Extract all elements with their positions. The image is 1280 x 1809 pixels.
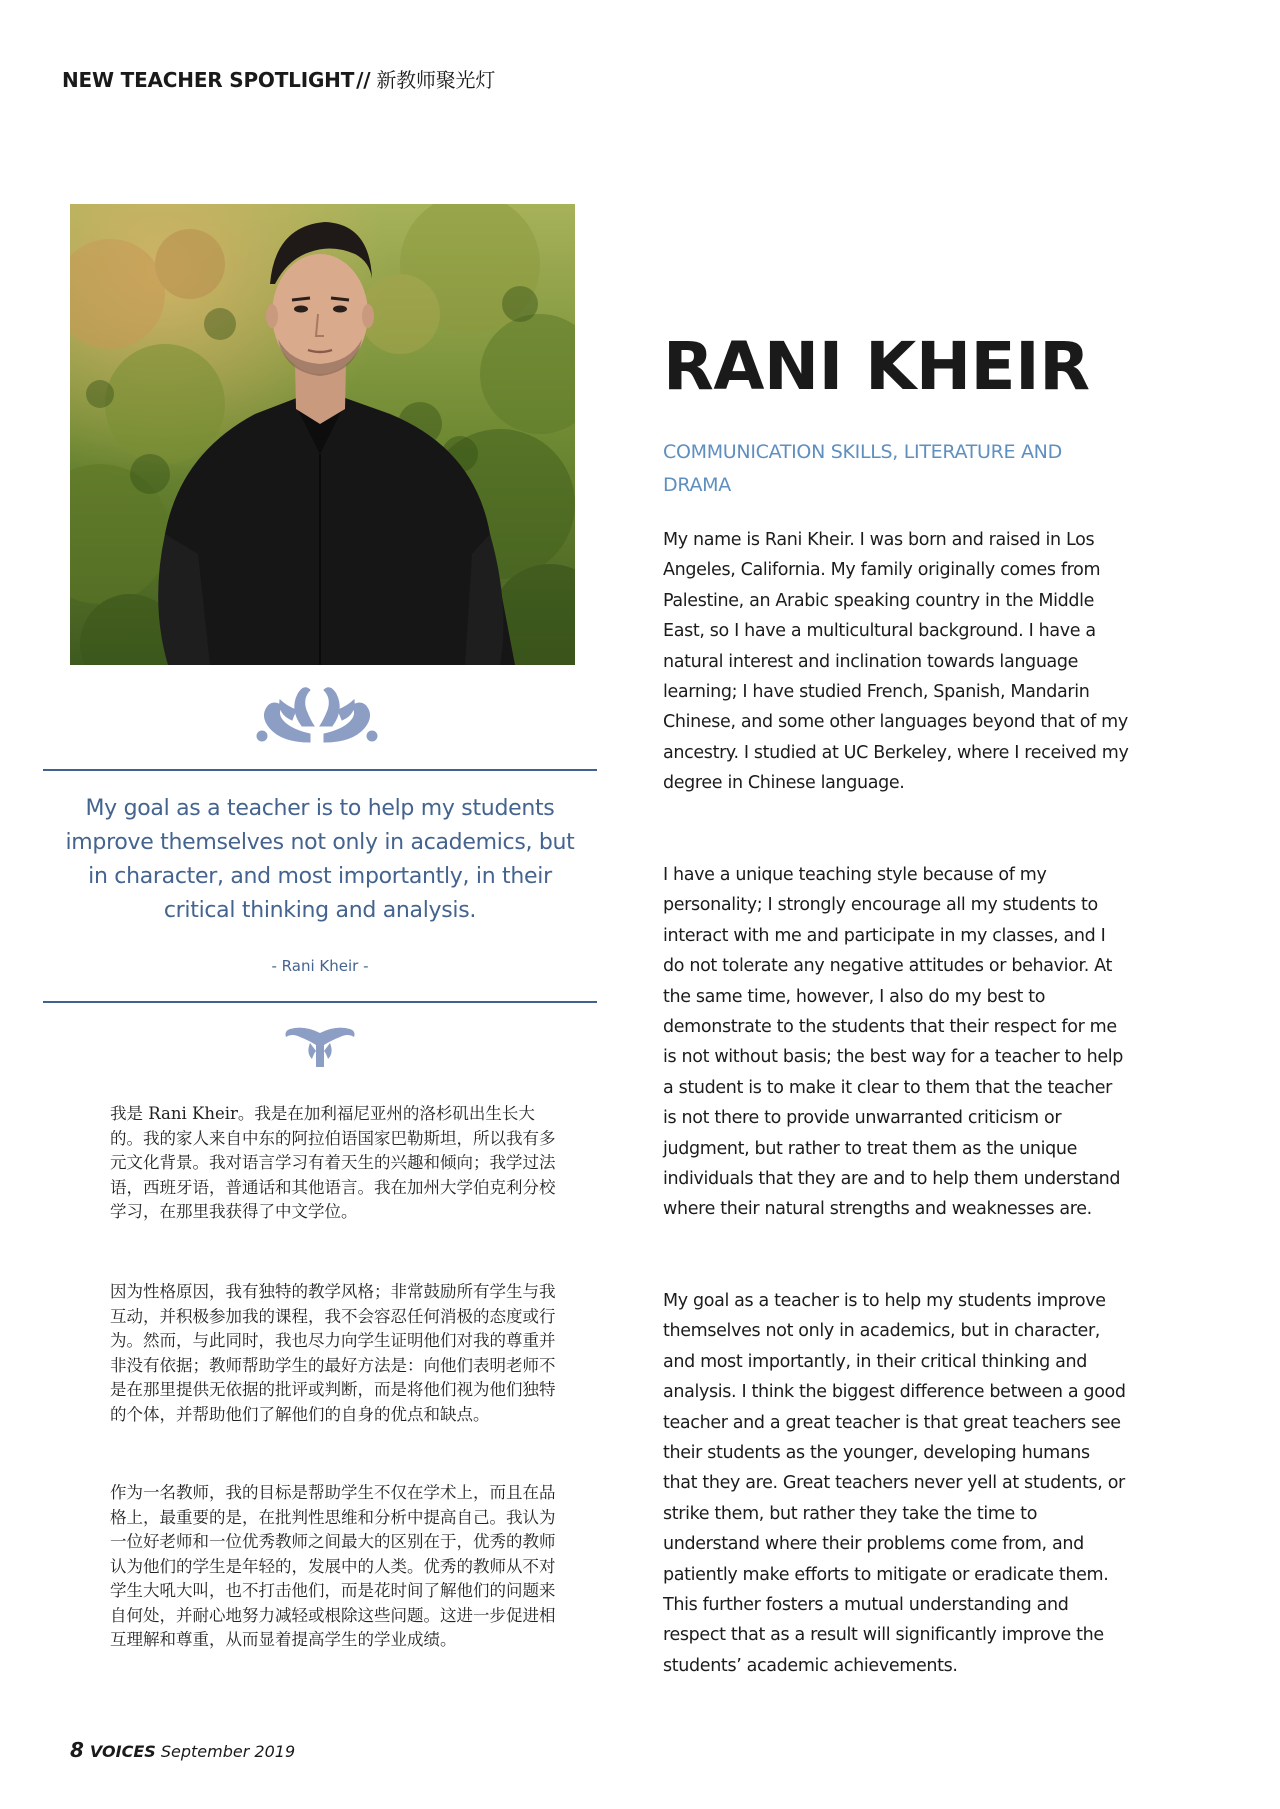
english-paragraph-3: My goal as a teacher is to help my students improve themselves not only in academics, but in character, and most importantly, in their critical thinking and analysis. I think the biggest difference between a good teacher and a great teacher is that great teachers see their students as the younger, developing humans that they are. Great teachers never yell at students, or strike them, but rather they take the time to understand where their problems come from, and patiently make efforts to mitigate or eradicate them. This further fosters a mutual understanding and respect that as a result will significantly improve the students’ academic achievements. [663,1291,1126,1676]
page-header [62,64,495,93]
chinese-paragraph-2: 因为性格原因，我有独特的教学风格；非常鼓励所有学生与我互动，并积极参加我的课程，我不会容忍任何消极的态度或行为。然而，与此同时，我也尽力向学生证明他们对我的尊重并非没有依据；教师帮助学生的最好方法是：向他们表明老师不是在那里提供无依据的批评或判断，而是将他们视为他们独特的个体，并帮助他们了解他们的自身的优点和缺点。 [110,1282,556,1424]
floral-ornament-icon [252,680,382,746]
magazine-name: VOICES [89,1742,156,1761]
chinese-paragraph-3: 作为一名教师，我的目标是帮助学生不仅在学术上，而且在品格上，最重要的是，在批判性思维和分析中提高自己。我认为一位好老师和一位优秀教师之间最大的区别在于，优秀的教师认为他们的学生是年轻的，发展中的人类。优秀的教师从不对学生大吼大叫，也不打击他们，而是花时间了解他们的问题来自何处，并耐心地努力减轻或根除这些问题。这进一步促进相互理解和尊重，从而显着提高学生的学业成绩。 [110,1483,556,1649]
divider-top [43,769,597,771]
divider-bottom [43,1001,597,1003]
page-number: 8 [70,1738,84,1762]
header-title-zh: 新教师聚光灯 [376,68,496,92]
portrait-photo [70,204,575,665]
teacher-name: RANI KHEIR [663,328,1090,405]
header-separator: // [356,68,371,92]
chinese-paragraph-1: 我是 Rani Kheir。我是在加利福尼亚州的洛杉矶出生长大的。我的家人来自中东的阿拉伯语国家巴勒斯坦，所以我有多元文化背景。我对语言学习有着天生的兴趣和倾向；我学过法语，西班牙语，普通话和其他语言。我在加州大学伯克利分校学习，在那里我获得了中文学位。 [110,1104,556,1221]
page-footer [70,1738,295,1762]
fleur-ornament-icon [282,1023,358,1069]
teacher-subject: COMMUNICATION SKILLS, LITERATURE AND DRAMA [663,441,1062,496]
english-paragraph-2: I have a unique teaching style because of my personality; I strongly encourage all my students to interact with me and participate in my classes, and I do not tolerate any negative attitudes or behavior. At the same time, however, I also do my best to demonstrate to the students that their respect for me is not without basis; the best way for a teacher to help a student is to make it clear to them that the teacher is not there to provide unwarranted criticism or judgment, but rather to treat them as the unique individuals that they are and to help them understand where their natural strengths and weaknesses are. [663,865,1124,1220]
english-paragraph-1: My name is Rani Kheir. I was born and raised in Los Angeles, California. My family originally comes from Palestine, an Arabic speaking country in the Middle East, so I have a multicultural background. I have a natural interest and inclination towards language learning; I have studied French, Spanish, Mandarin Chinese, and some other languages beyond that of my ancestry. I studied at UC Berkeley, where I received my degree in Chinese language. [663,530,1129,794]
issue-date: September 2019 [160,1742,296,1761]
quote-author: - Rani Kheir - [271,957,369,975]
pull-quote: My goal as a teacher is to help my students improve themselves not only in academics, but in character, and most importantly, in their critical thinking and analysis. [65,796,575,923]
header-title-en: NEW TEACHER SPOTLIGHT [62,68,355,92]
